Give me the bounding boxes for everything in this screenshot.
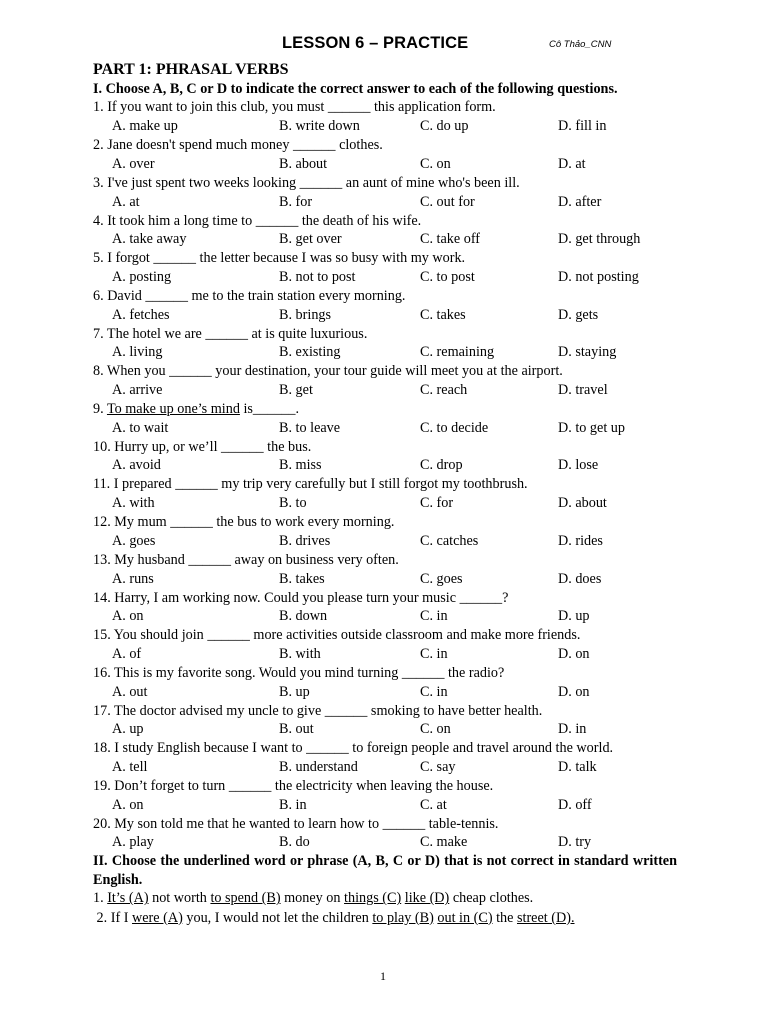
option-b: B. to	[279, 495, 307, 512]
option-c: C. to post	[420, 268, 475, 285]
option-b: B. miss	[279, 457, 322, 474]
answer-options	[93, 532, 677, 551]
answer-options	[93, 833, 677, 852]
option-d: D. up	[558, 608, 590, 625]
answer-options	[93, 645, 677, 664]
answer-options	[93, 456, 677, 475]
option-b: B. do	[279, 834, 310, 851]
answer-options	[93, 683, 677, 702]
option-c: C. on	[420, 155, 451, 172]
option-c: C. remaining	[420, 344, 495, 361]
option-c: C. make	[420, 834, 468, 851]
underlined-choice: out in (C)	[437, 909, 493, 926]
option-a: A. living	[112, 344, 163, 361]
option-d: D. lose	[558, 457, 599, 474]
answer-options	[93, 268, 677, 287]
question-stem: 13. My husband ______ away on business very often.	[93, 551, 399, 568]
option-a: A. on	[112, 608, 144, 625]
underlined-choice: to spend (B)	[210, 890, 281, 907]
sentence-fragment: 1.	[93, 890, 108, 907]
option-b: B. with	[279, 645, 321, 662]
option-b: B. write down	[279, 118, 360, 135]
option-c: C. for	[420, 495, 454, 512]
option-a: A. out	[112, 683, 148, 700]
option-c: C. catches	[420, 532, 479, 549]
option-d: D. gets	[558, 306, 599, 323]
underlined-choice: things (C)	[344, 890, 402, 907]
underlined-phrase: To make up one’s mind	[106, 401, 240, 418]
option-d: D. fill in	[558, 118, 607, 135]
question-list	[93, 98, 677, 852]
option-c: C. take off	[420, 231, 481, 248]
option-b: B. up	[279, 683, 310, 700]
option-b: B. get	[279, 382, 313, 399]
option-c: C. at	[420, 796, 447, 813]
option-a: A. avoid	[112, 457, 161, 474]
option-b: B. in	[279, 796, 307, 813]
option-b: B. existing	[279, 344, 341, 361]
question-stem: 19. Don’t forget to turn ______ the electricity when leaving the house.	[93, 778, 494, 795]
question-stem	[93, 400, 677, 419]
option-a: A. posting	[112, 268, 172, 285]
sentence-fragment: cheap clothes.	[449, 890, 534, 907]
part-title: PART 1: PHRASAL VERBS	[93, 61, 289, 78]
question-stem: 7. The hotel we are ______ at is quite luxurious.	[93, 325, 368, 342]
option-a: A. of	[112, 645, 142, 662]
option-a: A. goes	[112, 532, 156, 549]
question-stem: 8. When you ______ your destination, your tour guide will meet you at the airport.	[93, 363, 563, 380]
option-d: D. does	[558, 570, 602, 587]
option-a: A. up	[112, 721, 144, 738]
sentence-fragment: money on	[280, 890, 345, 907]
question-stem-prefix: 9.	[93, 401, 107, 418]
answer-options	[93, 155, 677, 174]
option-c: C. in	[420, 608, 448, 625]
question-stem: 1. If you want to join this club, you must ______ this application form.	[93, 99, 496, 116]
error-id-question	[93, 909, 677, 929]
page-number: 1	[380, 969, 386, 983]
option-c: C. reach	[420, 382, 468, 399]
option-b: B. about	[279, 155, 328, 172]
question-stem: 14. Harry, I am working now. Could you please turn your music ______?	[93, 589, 509, 606]
option-c: C. do up	[420, 118, 469, 135]
option-c: C. drop	[420, 457, 463, 474]
option-d: D. after	[558, 193, 602, 210]
option-c: C. on	[420, 721, 451, 738]
question-stem: 15. You should join ______ more activities outside classroom and make more friends.	[93, 627, 581, 644]
option-b: B. drives	[279, 532, 331, 549]
option-c: C. out for	[420, 193, 475, 210]
option-b: B. not to post	[279, 268, 356, 285]
option-c: C. in	[420, 645, 448, 662]
option-c: C. in	[420, 683, 448, 700]
error-id-question	[93, 889, 677, 909]
option-d: D. travel	[558, 382, 608, 399]
header	[93, 34, 677, 60]
option-d: D. to get up	[558, 419, 625, 436]
section-2-title: II. Choose the underlined word or phrase (A, B, C or D) that is not correct in standard written English.	[93, 853, 677, 888]
option-d: D. not posting	[558, 268, 639, 285]
lesson-title: LESSON 6 – PRACTICE	[282, 34, 469, 52]
question-stem: 12. My mum ______ the bus to work every morning.	[93, 514, 395, 531]
answer-options	[93, 230, 677, 249]
option-d: D. get through	[558, 231, 641, 248]
answer-options	[93, 570, 677, 589]
option-b: B. get over	[279, 231, 342, 248]
answer-options	[93, 607, 677, 626]
option-c: C. takes	[420, 306, 466, 323]
option-a: A. runs	[112, 570, 154, 587]
sentence-fragment: you, I would not let the children	[182, 909, 373, 926]
option-d: D. on	[558, 645, 590, 662]
worksheet-page	[93, 34, 677, 928]
option-c: C. say	[420, 759, 456, 776]
answer-options	[93, 117, 677, 136]
option-d: D. staying	[558, 344, 617, 361]
option-d: D. at	[558, 155, 586, 172]
underlined-choice: to play (B)	[372, 909, 434, 926]
sentence-fragment: the	[492, 909, 517, 926]
question-stem: 16. This is my favorite song. Would you mind turning ______ the radio?	[93, 664, 505, 681]
question-stem: 4. It took him a long time to ______ the death of his wife.	[93, 212, 422, 229]
answer-options	[93, 306, 677, 325]
option-b: B. takes	[279, 570, 325, 587]
option-b: B. understand	[279, 759, 358, 776]
option-d: D. try	[558, 834, 592, 851]
option-b: B. brings	[279, 306, 332, 323]
question-stem: 17. The doctor advised my uncle to give ______ smoking to have better health.	[93, 702, 543, 719]
answer-options	[93, 494, 677, 513]
option-a: A. on	[112, 796, 144, 813]
option-a: A. with	[112, 495, 155, 512]
underlined-choice: It’s (A)	[107, 890, 149, 907]
question-stem: 5. I forgot ______ the letter because I was so busy with my work.	[93, 250, 466, 267]
option-c: C. goes	[420, 570, 463, 587]
sentence-fragment: not worth	[148, 890, 211, 907]
question-stem: 6. David ______ me to the train station every morning.	[93, 287, 406, 304]
option-a: A. to wait	[112, 419, 169, 436]
answer-options	[93, 758, 677, 777]
question-stem: 18. I study English because I want to ______ to foreign people and travel around the world.	[93, 740, 614, 757]
question-stem: 2. Jane doesn't spend much money ______ clothes.	[93, 137, 383, 154]
option-b: B. to leave	[279, 419, 341, 436]
underlined-choice: street (D).	[516, 909, 575, 926]
section-2-question-list	[93, 889, 677, 928]
answer-options	[93, 381, 677, 400]
answer-options	[93, 796, 677, 815]
answer-options	[93, 720, 677, 739]
option-b: B. down	[279, 608, 328, 625]
sentence-fragment: 2. If I	[93, 909, 133, 926]
option-b: B. for	[279, 193, 313, 210]
option-d: D. talk	[558, 759, 597, 776]
option-a: A. arrive	[112, 382, 163, 399]
author-label: Cô Thảo_CNN	[549, 39, 612, 50]
option-a: A. make up	[112, 118, 178, 135]
option-d: D. about	[558, 495, 607, 512]
question-stem: 3. I've just spent two weeks looking ______ an aunt of mine who's been ill.	[93, 174, 520, 191]
option-a: A. at	[112, 193, 140, 210]
option-a: A. play	[112, 834, 154, 851]
option-a: A. fetches	[112, 306, 170, 323]
question-stem-suffix: is______.	[239, 401, 300, 418]
question-stem: 11. I prepared ______ my trip very carefully but I still forgot my toothbrush.	[93, 476, 528, 493]
option-d: D. on	[558, 683, 590, 700]
option-a: A. take away	[112, 231, 187, 248]
option-d: D. rides	[558, 532, 603, 549]
option-d: D. off	[558, 796, 592, 813]
underlined-choice: like (D)	[404, 890, 450, 907]
answer-options	[93, 419, 677, 438]
question-stem: 20. My son told me that he wanted to learn how to ______ table-tennis.	[93, 815, 499, 832]
option-b: B. out	[279, 721, 314, 738]
option-c: C. to decide	[420, 419, 489, 436]
section-1-title: I. Choose A, B, C or D to indicate the correct answer to each of the following questions.	[93, 81, 618, 97]
question-stem: 10. Hurry up, or we’ll ______ the bus.	[93, 438, 312, 455]
option-d: D. in	[558, 721, 587, 738]
answer-options	[93, 343, 677, 362]
option-a: A. over	[112, 155, 155, 172]
underlined-choice: were (A)	[132, 909, 183, 926]
option-a: A. tell	[112, 759, 148, 776]
answer-options	[93, 193, 677, 212]
